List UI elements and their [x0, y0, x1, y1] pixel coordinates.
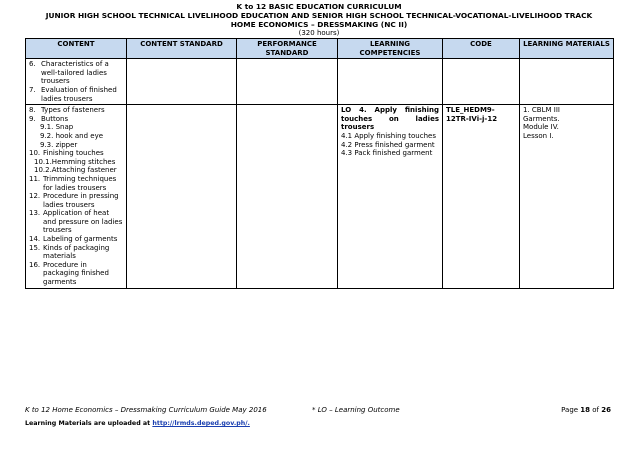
content-standard-cell: [127, 105, 237, 288]
doc-subtitle: JUNIOR HIGH SCHOOL TECHNICAL LIVELIHOOD EDUCATION AND SENIOR HIGH SCHOOL TECHNICAL-VOCATIONAL-LIVELIHOOD TRACK: [45, 11, 593, 20]
sub-item: 9.1. Snap: [40, 123, 74, 132]
page-of: of: [590, 406, 602, 414]
code-cell: [443, 59, 520, 105]
content-standard-cell: [127, 59, 237, 105]
col-header-learning-materials: LEARNING MATERIALS: [520, 39, 614, 59]
doc-title: K to 12 BASIC EDUCATION CURRICULUM: [236, 2, 402, 11]
learning-outcome-title: touches on ladies: [341, 114, 439, 123]
item-number: 11.: [29, 174, 41, 183]
footer-guide-title: K to 12 Home Economics – Dressmaking Curriculum Guide May 2016: [25, 406, 267, 414]
materials-cell: [520, 105, 614, 288]
list-item: [29, 175, 123, 192]
material-item: Lesson I.: [523, 131, 554, 140]
learning-outcome-title: trousers: [341, 123, 375, 132]
code-value: 12TR-IVi-j-12: [446, 114, 498, 123]
list-item: [29, 192, 123, 209]
sub-item: 9.2. hook and eye: [40, 131, 104, 140]
competencies-cell: [338, 59, 443, 105]
competency-item: 4.2 Press finished garment: [341, 140, 435, 149]
item-number: 14.: [29, 235, 41, 244]
sub-item: 9.3. zipper: [40, 140, 78, 149]
list-item: [29, 261, 123, 287]
content-cell: [26, 105, 127, 288]
doc-course: HOME ECONOMICS – DRESSMAKING (NC II): [230, 20, 408, 29]
item-text: Finishing touches: [43, 149, 104, 158]
table-row: [26, 105, 614, 288]
materials-cell: [520, 59, 614, 105]
page-number: [561, 406, 611, 414]
item-text: Labeling of garments: [43, 235, 118, 244]
material-item: Garments.: [523, 114, 560, 123]
item-number: 12.: [29, 192, 41, 201]
item-text: Application of heat and pressure on ladies trousers: [43, 209, 123, 235]
col-header-learning-competencies: LEARNING COMPETENCIES: [338, 39, 443, 59]
item-number: 8.: [29, 106, 36, 115]
competency-item: 4.3 Pack finished garment: [341, 149, 433, 158]
page-total: 26: [601, 406, 611, 414]
item-text: Types of fasteners: [41, 106, 105, 115]
code-value: TLE_HEDM9-: [446, 106, 495, 115]
item-number: 6.: [29, 60, 36, 69]
footer-legend: * LO – Learning Outcome: [312, 406, 400, 414]
item-number: 16.: [29, 260, 41, 269]
item-text: Buttons: [41, 114, 69, 123]
material-item: 1. CBLM III: [523, 106, 560, 115]
col-header-content-standard: CONTENT STANDARD: [127, 39, 237, 59]
sub-item: 10.2.Attaching fastener: [34, 166, 117, 175]
list-item: [29, 106, 123, 115]
col-header-code: CODE: [443, 39, 520, 59]
item-text: Kinds of packaging materials: [43, 243, 110, 261]
performance-standard-cell: [237, 105, 338, 288]
table-header-row: [26, 39, 614, 59]
sub-item: 10.1.Hemming stitches: [34, 157, 116, 166]
col-header-performance-standard: PERFORMANCE STANDARD: [237, 39, 338, 59]
doc-hours: (320 hours): [298, 29, 340, 37]
competencies-cell: [338, 105, 443, 288]
col-header-content: CONTENT: [26, 39, 127, 59]
list-item: [29, 235, 123, 244]
item-number: 15.: [29, 243, 41, 252]
page-current: 18: [580, 406, 591, 414]
material-item: Module IV.: [523, 123, 559, 132]
curriculum-table: [25, 38, 614, 289]
item-number: 10.: [29, 149, 41, 158]
item-number: 9.: [29, 114, 36, 123]
item-text: Procedure in pressing ladies trousers: [43, 192, 119, 209]
code-cell: [443, 105, 520, 288]
item-number: 13.: [29, 209, 41, 218]
item-number: 7.: [29, 85, 36, 94]
list-item: [29, 149, 123, 158]
lrmds-link[interactable]: http://lrmds.deped.gov.ph/.: [152, 420, 250, 427]
item-text: Procedure in packaging finished garments: [43, 260, 109, 287]
list-item: [29, 60, 123, 86]
item-text: Evaluation of finished ladies trousers: [41, 85, 117, 103]
item-text: Trimming techniques for ladies trousers: [43, 174, 117, 192]
list-item: [29, 86, 123, 103]
performance-standard-cell: [237, 59, 338, 105]
competency-item: 4.1 Apply finishing touches: [341, 131, 436, 140]
list-item: [29, 209, 123, 235]
list-item: [29, 115, 123, 124]
learning-outcome-title: LO 4. Apply finishing: [341, 106, 439, 115]
item-text: Characteristics of a well-tailored ladies trousers: [41, 60, 109, 86]
footer-note-text: Learning Materials are uploaded at: [25, 420, 153, 427]
footer-note: [25, 420, 250, 427]
page-prefix: Page: [561, 406, 581, 414]
content-cell: [26, 59, 127, 105]
list-item: [29, 244, 123, 261]
table-row: [26, 59, 614, 105]
